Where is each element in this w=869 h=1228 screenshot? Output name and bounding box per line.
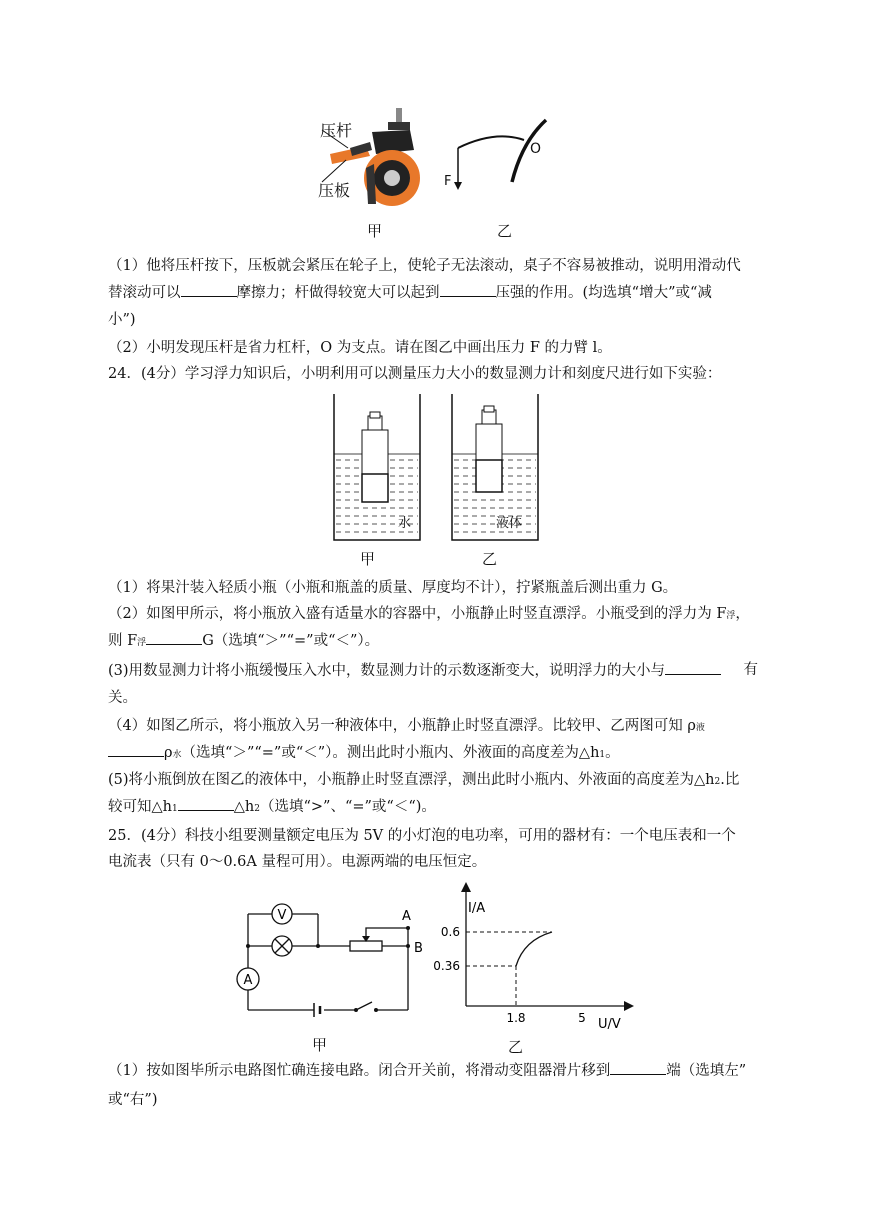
q24-part1: （1）将果汁装入轻质小瓶（小瓶和瓶盖的质量、厚度均不计），拧紧瓶盖后测出重力 G。 (108, 580, 678, 596)
q25-text: （1）按如图毕所示电路图忙确连接电路。闭合开关前，将滑动变阻器滑片移到 (108, 1063, 611, 1079)
q24-text: （2）如图甲所示，将小瓶放入盛有适量水的容器中，小瓶静止时竖直漂浮。小瓶受到的浮力为 F (108, 606, 727, 622)
q25-intro-line1: 25．(4分）科技小组要测量额定电压为 5V 的小灯泡的电功率，可用的器材有：一个电压表和一个 (108, 828, 736, 844)
label-press-plate: 压板 (318, 181, 351, 200)
q24-part3-line2: 关。 (108, 690, 137, 706)
q23-text: 替滚动可以 (108, 285, 181, 301)
subscript: 2 (254, 804, 260, 814)
iu-curve (516, 932, 552, 966)
label-fulcrum-O: O (530, 141, 542, 157)
q24-text: 。 (605, 745, 620, 761)
q24-text: （选填“>”、“=”或“＜“)。 (259, 799, 436, 815)
label-liquid: 液体 (496, 516, 523, 531)
point-B-label: B (414, 941, 423, 956)
subscript: 1 (599, 750, 606, 760)
subscript: 水 (172, 750, 182, 760)
q25-part1-line2: 或“右”) (108, 1092, 158, 1108)
q24-text: ρ (164, 745, 173, 761)
subscript: 液 (695, 723, 705, 733)
q23-part2: （2）小明发现压杆是省力杠杆，O 为支点。请在图乙中画出压力 F 的力臂 l。 (108, 340, 612, 356)
answer-blank[interactable] (178, 796, 234, 811)
subscript: 浮 (137, 638, 147, 648)
label-force-F: F (444, 174, 452, 189)
xtick-1.8: 1.8 (506, 1011, 526, 1025)
q23-text: 摩擦力；杆做得较宽大可以起到 (236, 285, 440, 301)
q25-intro-line2: 电流表（只有 0～0.6A 量程可用）。电源两端的电压恒定。 (108, 854, 487, 870)
subscript: 2 (714, 777, 721, 787)
q24-part5-line1 (108, 770, 776, 792)
xtick-5: 5 (578, 1011, 586, 1025)
q24-text: G（选填“＞”“=”或“＜”）。 (202, 633, 380, 649)
iu-graph (430, 880, 640, 1030)
graph-ylabel: I/A (468, 901, 486, 916)
q23-part1-line2 (108, 282, 776, 303)
caption-jia: 甲 (367, 222, 383, 240)
container-liquid (450, 394, 540, 542)
caption-jia: 甲 (360, 550, 376, 568)
ytick-0.6: 0.6 (440, 925, 460, 939)
q24-text: (5)将小瓶倒放在图乙的液体中，小瓶静止时竖直漂浮，测出此时小瓶内、外液面的高度差为△h (108, 772, 715, 788)
q24-text: (3)用数显测力计将小瓶缓慢压入水中，数显测力计的示数逐渐变大，说明浮力的大小与 (108, 663, 666, 679)
q25-part1-line1 (108, 1060, 776, 1081)
q24-text: 较可知△h (108, 799, 172, 815)
q24-intro: 24．(4分）学习浮力知识后，小明利用可以测量压力大小的数显测力计和刻度尺进行如下实验： (108, 366, 722, 382)
subscript: 1 (172, 804, 178, 814)
graph-caption: 乙 (508, 1038, 524, 1056)
q24-text: .比 (720, 772, 740, 788)
q23-text: 压强的作用。(均选填“增大”或“减 (495, 285, 712, 301)
answer-blank[interactable] (108, 742, 164, 757)
q24-text: 则 F (108, 633, 138, 649)
lever-diagram (440, 118, 560, 198)
label-press-rod: 压杆 (320, 121, 353, 140)
q24-text: 有 (743, 662, 758, 678)
q24-text: △h (233, 799, 255, 815)
answer-blank[interactable] (440, 282, 496, 297)
answer-blank[interactable] (181, 282, 237, 297)
caption-yi: 乙 (497, 222, 513, 240)
answer-blank[interactable] (146, 630, 202, 645)
caption-yi: 乙 (482, 550, 498, 568)
circuit-caption: 甲 (312, 1036, 328, 1054)
q24-part2-line1: （2）如图甲所示，将小瓶放入盛有适量水的容器中，小瓶静止时竖直漂浮。小瓶受到的浮力为 F浮， (108, 606, 750, 622)
q23-part1-line3: 小”) (108, 312, 136, 328)
subscript: 浮 (726, 611, 736, 621)
q24-part4-line1 (108, 716, 776, 738)
ytick-0.36: 0.36 (433, 959, 460, 973)
answer-blank[interactable] (610, 1060, 666, 1075)
q25-text: 端（选填左” (666, 1063, 747, 1079)
q24-text: （选填“＞”“=”或“＜”）。测出此时小瓶内、外液面的高度差为△h (181, 745, 600, 761)
q24-part4-line2 (108, 742, 776, 765)
q24-part2-line2 (108, 630, 776, 653)
ammeter-label: A (243, 973, 253, 988)
q24-part3-line1 (108, 660, 776, 681)
voltmeter-label: V (277, 908, 287, 923)
q24-part5-line2 (108, 796, 776, 819)
label-water: 水 (398, 516, 412, 531)
q23-part1-line1: （1）他将压杆按下，压板就会紧压在轮子上，使轮子无法滚动，桌子不容易被推动，说明用滑动代 (108, 258, 741, 274)
point-A-label: A (402, 909, 411, 924)
graph-xlabel: U/V (598, 1017, 621, 1032)
q24-text: （4）如图乙所示，将小瓶放入另一种液体中，小瓶静止时竖直漂浮。比较甲、乙两图可知 ρ (108, 718, 696, 734)
circuit-diagram (230, 900, 430, 1020)
answer-blank[interactable] (665, 660, 721, 675)
